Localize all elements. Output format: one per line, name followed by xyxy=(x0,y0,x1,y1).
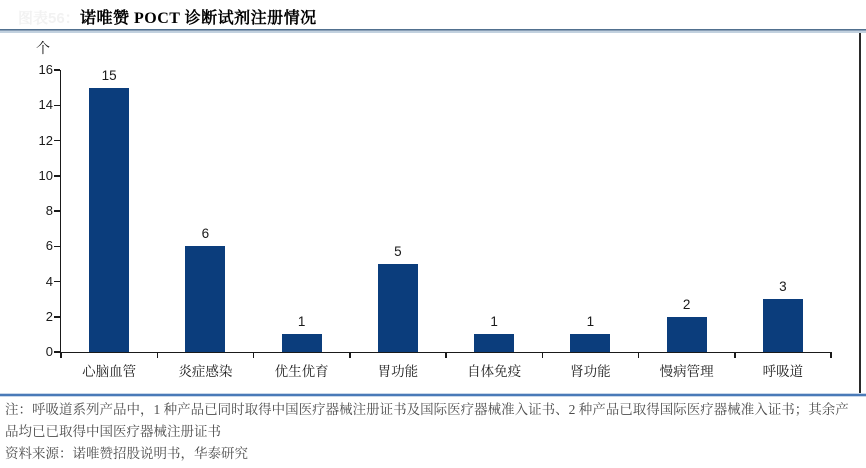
bar-3 xyxy=(282,334,322,352)
x-axis-tick-mark xyxy=(638,352,640,358)
y-axis-tick-mark xyxy=(54,316,60,318)
bar-1 xyxy=(89,88,129,352)
y-axis-tick-label: 2 xyxy=(45,308,53,324)
y-axis-tick-label: 8 xyxy=(45,203,53,218)
bar-slot xyxy=(542,70,638,352)
y-axis-tick-mark xyxy=(54,281,60,283)
source-text: 资料来源：诺唯赞招股说明书，华泰研究 xyxy=(5,446,248,461)
y-axis-tick-label: 6 xyxy=(45,238,53,254)
y-axis-tick-label: 0 xyxy=(45,344,53,359)
y-axis-tick-label: 4 xyxy=(45,273,53,289)
y-axis-tick-mark xyxy=(54,210,60,212)
x-axis-category-label: 慢病管理 xyxy=(659,364,714,379)
x-axis-tick-mark xyxy=(349,352,351,358)
x-axis-tick-mark xyxy=(734,352,736,358)
y-axis-tick-mark xyxy=(54,246,60,248)
y-axis-tick-mark xyxy=(54,175,60,177)
x-axis-category-label: 肾功能 xyxy=(570,364,611,379)
x-axis-tick-mark xyxy=(445,352,447,358)
bar-slot xyxy=(446,70,542,352)
x-axis-tick-mark xyxy=(542,352,544,358)
x-axis-category-label: 呼吸道 xyxy=(762,364,804,379)
x-axis-category-label: 自体免疫 xyxy=(467,364,522,379)
y-axis-unit-label: 个 xyxy=(36,42,50,57)
footnote-text: 注：呼吸道系列产品中，1 种产品已同时取得中国医疗器械注册证书及国际医疗器械准入证书、2 种产品已取得国际医疗器械准入证书；其余产品均已已取得中国医疗器械注册证书 xyxy=(5,402,849,439)
y-axis-tick-mark xyxy=(54,351,60,353)
bar-8 xyxy=(763,299,803,352)
bar-value-label: 15 xyxy=(101,67,117,83)
x-axis-tick-mark xyxy=(830,352,832,358)
bar-slot xyxy=(350,70,446,352)
bar-5 xyxy=(474,334,514,352)
bar-value-label: 5 xyxy=(394,243,402,259)
bar-value-label: 1 xyxy=(490,314,498,330)
bar-chart-plot-area xyxy=(38,62,831,379)
bar-2 xyxy=(185,246,225,352)
chart-box-right-border xyxy=(859,33,861,394)
y-axis-tick-label: 12 xyxy=(38,132,53,148)
bar-7 xyxy=(667,317,707,352)
title-underline-rule xyxy=(0,29,866,33)
bar-value-label: 1 xyxy=(586,314,595,330)
y-axis-tick-label: 16 xyxy=(38,62,53,77)
x-axis-category-label: 炎症感染 xyxy=(178,364,233,379)
y-axis-tick-mark xyxy=(54,140,60,142)
bar-4 xyxy=(378,264,418,352)
x-axis-category-label: 胃功能 xyxy=(377,364,419,379)
chart-title: 诺唯赞 POCT 诊断试剂注册情况 xyxy=(80,10,317,27)
bar-slot xyxy=(61,67,157,352)
x-axis-category-label: 心脑血管 xyxy=(82,364,137,379)
bar-value-label: 6 xyxy=(201,226,210,242)
y-axis-tick-label: 10 xyxy=(38,167,53,183)
footnote-separator-rule xyxy=(0,394,866,396)
bar-value-label: 2 xyxy=(682,296,691,312)
y-axis-tick-mark xyxy=(54,69,60,71)
x-axis-tick-mark xyxy=(253,352,255,358)
figure-number-label: 图表56： xyxy=(18,10,80,27)
bar-slot xyxy=(735,70,831,352)
bar-value-label: 3 xyxy=(779,279,787,295)
bar-value-label: 1 xyxy=(297,314,306,330)
x-axis-tick-mark xyxy=(60,352,62,358)
bar-slot xyxy=(157,70,253,352)
y-axis-tick-label: 14 xyxy=(38,97,53,113)
bar-slot xyxy=(639,70,735,352)
y-axis-tick-mark xyxy=(54,105,60,107)
x-axis-tick-mark xyxy=(157,352,159,358)
bar-6 xyxy=(570,334,610,352)
bar-slot xyxy=(254,70,350,352)
x-axis-category-label: 优生优育 xyxy=(274,364,329,379)
